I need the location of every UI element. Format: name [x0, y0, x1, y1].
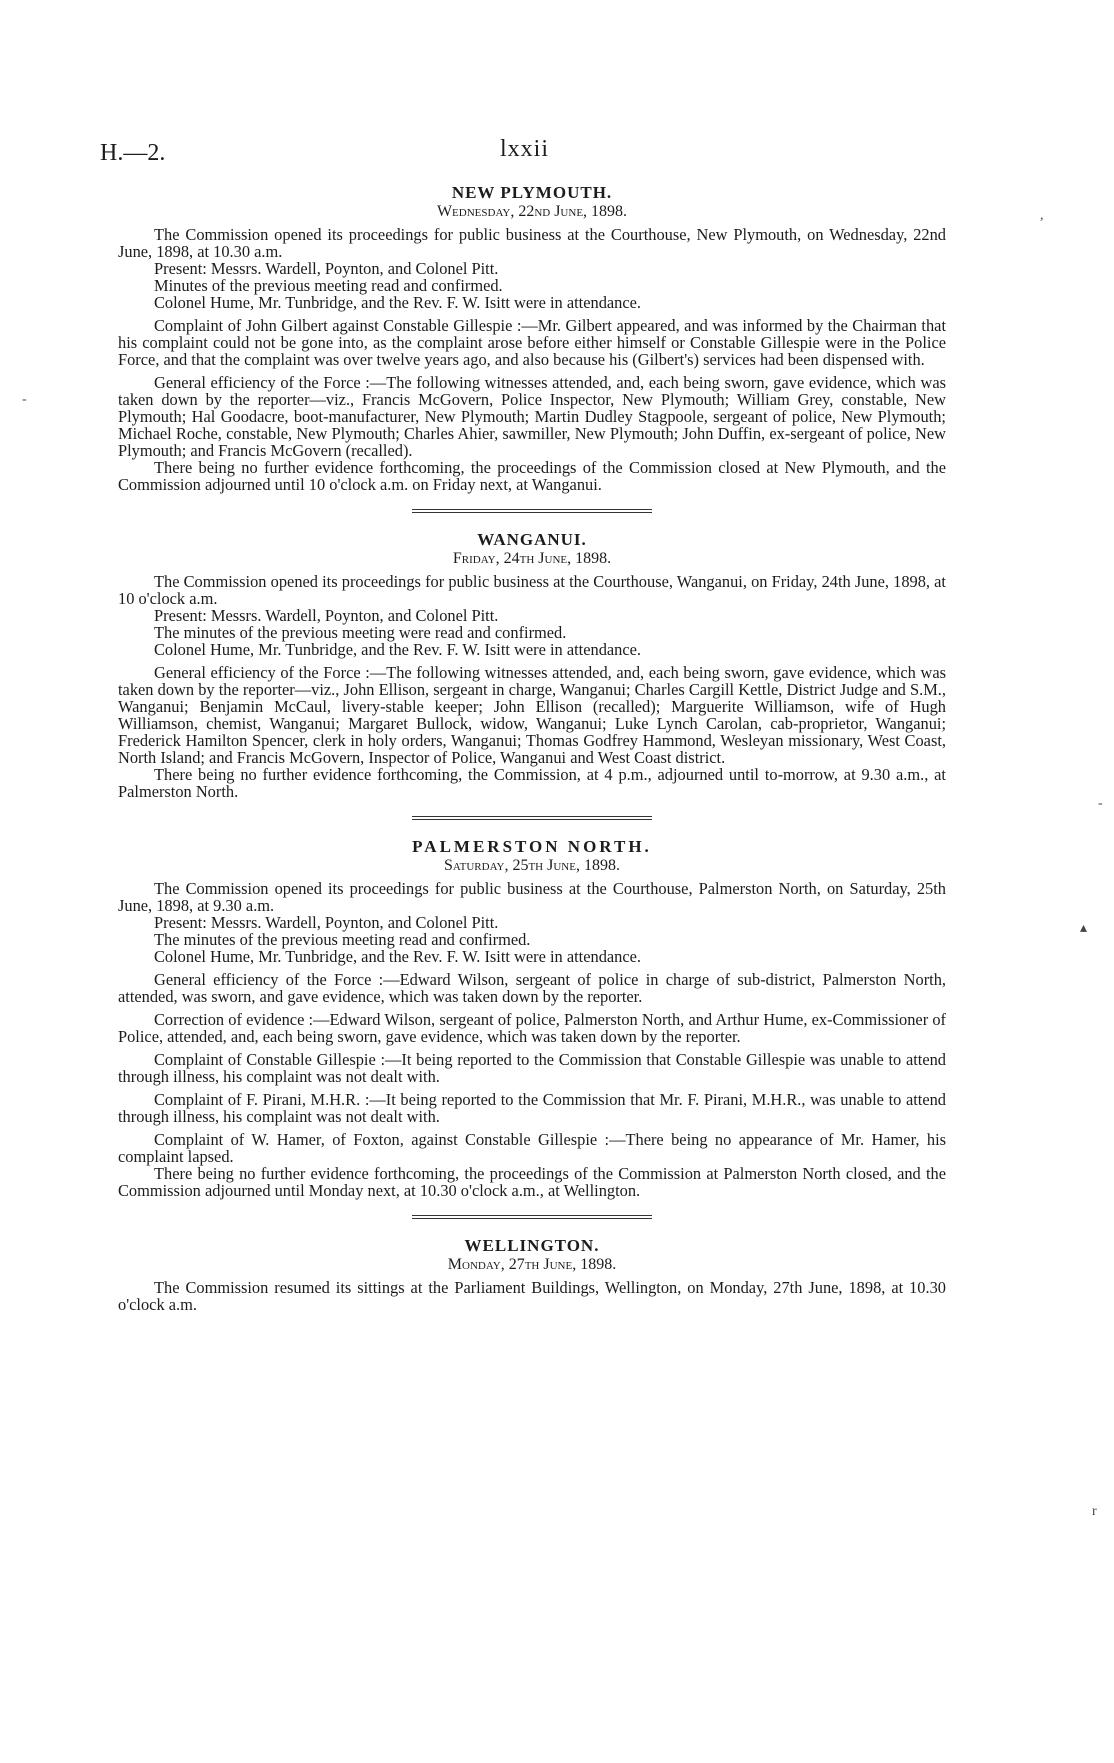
section-divider	[118, 800, 946, 838]
paragraph: There being no further evidence forthcoming, the proceedings of the Commission at Palmerston North closed, and the Commission adjourned until Monday next, at 10.30 o'clock a.m., at Wellington.	[118, 1164, 946, 1200]
section-date: Monday, 27th June, 1898.	[447, 1256, 617, 1273]
margin-mark: ,	[1040, 208, 1044, 223]
paragraph: There being no further evidence forthcoming, the Commission, at 4 p.m., adjourned until to-morrow, at 9.30 a.m., at Palmerston North.	[118, 765, 946, 801]
paragraph: Complaint of John Gilbert against Constable Gillespie :—Mr. Gilbert appeared, and was informed by the Chairman that his complaint could not be gone into, as the complaint arose before either himself or Constable Gillespie were in the Police Force, and that the complaint was over twelve years ago, and also because his (Gilbert's) services had been dispensed with.	[118, 316, 946, 369]
page-number: lxxii	[500, 136, 550, 162]
paragraph: There being no further evidence forthcoming, the proceedings of the Commission closed at New Plymouth, and the Commission adjourned until 10 o'clock a.m. on Friday next, at Wanganui.	[118, 458, 946, 494]
section-palmerston-north	[118, 838, 946, 1199]
paragraph: Correction of evidence :—Edward Wilson, sergeant of police, Palmerston North, and Arthur Hume, ex-Commissioner of Police, attended, and, each being sworn, gave evidence, which was taken down by the reporter.	[118, 1010, 946, 1046]
section-new-plymouth	[118, 184, 946, 493]
text-block	[118, 184, 946, 1313]
paragraph: General efficiency of the Force :—The following witnesses attended, and, each being sworn, gave evidence, which was taken down by the reporter—viz., Francis McGovern, Police Inspector, New Plymouth; William Grey, constable, New Plymouth; Hal Goodacre, boot-manufacturer, New Plymouth; Martin Dudley Stagpoole, sergeant of police, New Plymouth; Michael Roche, constable, New Plymouth; Charles Ahier, sawmiller, New Plymouth; John Duffin, ex-sergeant of police, New Plymouth; and Francis McGovern (recalled).	[118, 373, 946, 460]
paragraph: General efficiency of the Force :—Edward Wilson, sergeant of police in charge of sub-district, Palmerston North, attended, was sworn, and gave evidence, which was taken down by the reporter.	[118, 970, 946, 1006]
paragraph: Complaint of F. Pirani, M.H.R. :—It being reported to the Commission that Mr. F. Pirani, M.H.R., was unable to attend through illness, his complaint was not dealt with.	[118, 1090, 946, 1126]
paragraph: The minutes of the previous meeting read and confirmed.	[154, 930, 531, 949]
paragraph: The Commission resumed its sittings at the Parliament Buildings, Wellington, on Monday, 27th June, 1898, at 10.30 o'clock a.m.	[118, 1278, 946, 1314]
paragraph: Colonel Hume, Mr. Tunbridge, and the Rev. F. W. Isitt were in attendance.	[154, 640, 642, 659]
paragraph: Present: Messrs. Wardell, Poynton, and Colonel Pitt.	[154, 606, 499, 625]
paragraph: Present: Messrs. Wardell, Poynton, and Colonel Pitt.	[154, 913, 499, 932]
margin-mark: -	[1098, 796, 1103, 811]
paragraph: The Commission opened its proceedings for public business at the Courthouse, New Plymouth, on Wednesday, 22nd June, 1898, at 10.30 a.m.	[118, 225, 946, 261]
paragraph: The Commission opened its proceedings for public business at the Courthouse, Palmerston North, on Saturday, 25th June, 1898, at 9.30 a.m.	[118, 879, 946, 915]
margin-mark: ▴	[1080, 921, 1088, 936]
paragraph: The minutes of the previous meeting were read and confirmed.	[154, 623, 567, 642]
margin-mark: -	[22, 392, 27, 407]
paragraph: Colonel Hume, Mr. Tunbridge, and the Rev. F. W. Isitt were in attendance.	[154, 947, 642, 966]
section-heading: PALMERSTON NORTH.	[412, 837, 652, 856]
paragraph: Complaint of W. Hamer, of Foxton, against Constable Gillespie :—There being no appearance of Mr. Hamer, his complaint lapsed.	[118, 1130, 946, 1166]
section-wellington	[118, 1237, 946, 1313]
paragraph: Colonel Hume, Mr. Tunbridge, and the Rev. F. W. Isitt were in attendance.	[154, 293, 642, 312]
section-divider	[118, 493, 946, 531]
section-wanganui	[118, 531, 946, 800]
paragraph: Present: Messrs. Wardell, Poynton, and Colonel Pitt.	[154, 259, 499, 278]
section-date: Wednesday, 22nd June, 1898.	[436, 203, 628, 220]
section-divider	[118, 1199, 946, 1237]
paragraph: General efficiency of the Force :—The following witnesses attended, and, each being sworn, gave evidence, which was taken down by the reporter—viz., John Ellison, sergeant in charge, Wanganui; Charles Cargill Kettle, District Judge and S.M., Wanganui; Benjamin McCaul, livery-stable keeper; John Ellison (recalled); Marguerite Williamson, wife of Hugh Williamson, chemist, Wanganui; Margaret Bullock, widow, Wanganui; Luke Lynch Carolan, cab-proprietor, Wanganui; Frederick Hamilton Spencer, clerk in holy orders, Wanganui; Thomas Godfrey Hammond, Wesleyan missionary, West Coast, North Island; and Francis McGovern, Inspector of Police, Wanganui and West Coast district.	[118, 663, 946, 767]
margin-mark: r	[1092, 1504, 1097, 1519]
section-date: Friday, 24th June, 1898.	[452, 550, 612, 567]
paragraph: The Commission opened its proceedings for public business at the Courthouse, Wanganui, on Friday, 24th June, 1898, at 10 o'clock a.m.	[118, 572, 946, 608]
document-reference: H.—2.	[100, 140, 166, 166]
section-heading: WELLINGTON.	[464, 1236, 600, 1255]
paragraph: Minutes of the previous meeting read and confirmed.	[154, 276, 503, 295]
section-date: Saturday, 25th June, 1898.	[444, 857, 620, 874]
section-heading: NEW PLYMOUTH.	[451, 183, 613, 202]
section-heading: WANGANUI.	[477, 530, 587, 549]
paragraph: Complaint of Constable Gillespie :—It being reported to the Commission that Constable Gillespie was unable to attend through illness, his complaint was not dealt with.	[118, 1050, 946, 1086]
